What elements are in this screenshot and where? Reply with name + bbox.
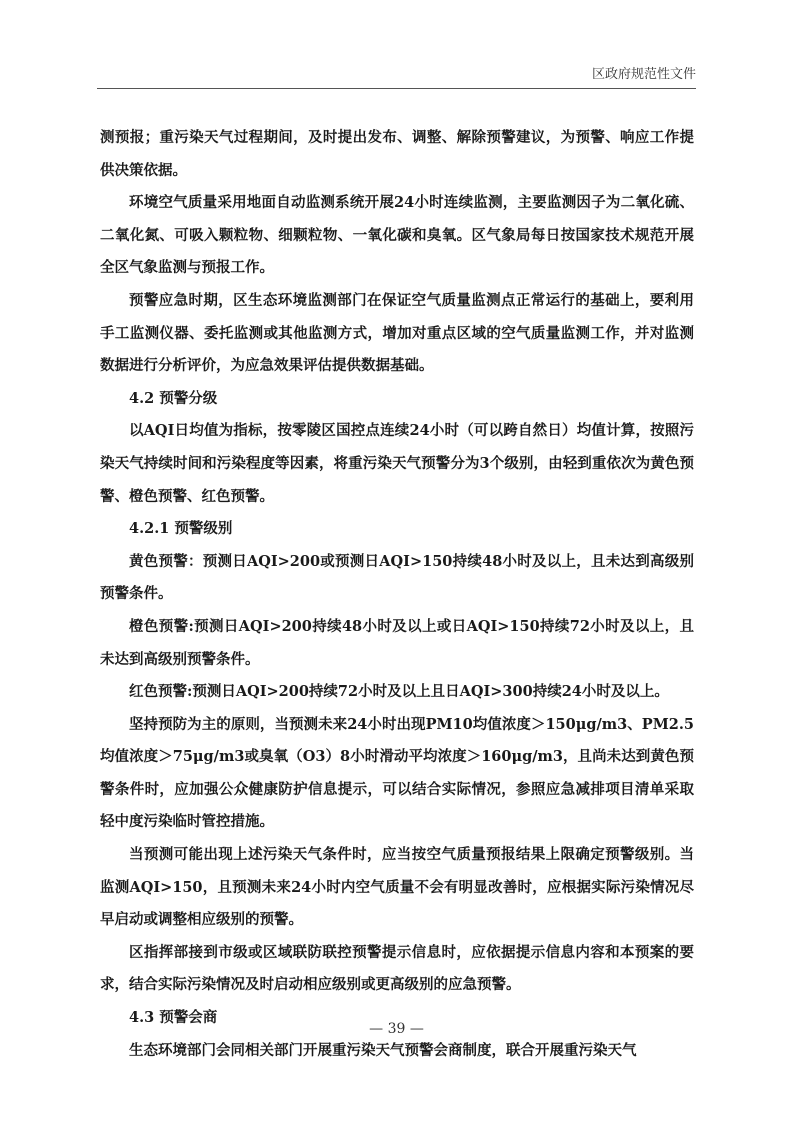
body-paragraph: 测预报；重污染天气过程期间，及时提出发布、调整、解除预警建议，为预警、响应工作提供决策依据。 [100, 129, 694, 179]
body-paragraph: 生态环境部门会同相关部门开展重污染天气预警会商制度，联合开展重污染天气 [129, 1041, 637, 1059]
body-paragraph: 当预测可能出现上述污染天气条件时，应当按空气质量预报结果上限确定预警级别。当监测AQI>150，且预测未来24小时内空气质量不会有明显改善时，应根据实际污染情况尽早启动或调整相应级别的预警。 [100, 846, 694, 929]
body-paragraph: 区指挥部接到市级或区域联防联控预警提示信息时，应依据提示信息内容和本预案的要求，结合实际污染情况及时启动相应级别或更高级别的应急预警。 [100, 943, 694, 994]
header-divider [97, 88, 696, 89]
body-paragraph: 环境空气质量采用地面自动监测系统开展24小时连续监测，主要监测因子为二氧化硫、二氧化氮、可吸入颗粒物、细颗粒物、一氧化碳和臭氧。区气象局每日按国家技术规范开展全区气象监测与预报工作。 [100, 194, 694, 277]
body-paragraph: 坚持预防为主的原则，当预测未来24小时出现PM10均值浓度＞150μg/m3、PM2.5均值浓度＞75μg/m3或臭氧（O3）8小时滑动平均浓度＞160μg/m3，且尚未达到黄色预警条件时，应加强公众健康防护信息提示，可以结合实际情况，参照应急减排项目清单采取轻中度污染临时管控措施。 [100, 715, 694, 831]
document-category-label: 区政府规范性文件 [591, 67, 696, 82]
body-paragraph: 4.3 预警会商 [129, 1009, 218, 1027]
body-paragraph: 4.2 预警分级 [129, 389, 218, 407]
body-paragraph: 橙色预警:预测日AQI>200持续48小时及以上或日AQI>150持续72小时及以上，且未达到高级别预警条件。 [100, 617, 694, 668]
body-paragraph: 以AQI日均值为指标，按零陵区国控点连续24小时（可以跨自然日）均值计算，按照污染天气持续时间和污染程度等因素，将重污染天气预警分为3个级别，由轻到重依次为黄色预警、橙色预警、红色预警。 [100, 422, 694, 505]
body-paragraph: 红色预警:预测日AQI>200持续72小时及以上且日AQI>300持续24小时及以上。 [129, 683, 669, 701]
body-paragraph: 黄色预警：预测日AQI>200或预测日AQI>150持续48小时及以上，且未达到高级别预警条件。 [100, 552, 694, 603]
body-paragraph: 预警应急时期，区生态环境监测部门在保证空气质量监测点正常运行的基础上，要利用手工监测仪器、委托监测或其他监测方式，增加对重点区域的空气质量监测工作，并对监测数据进行分析评价，为应急效果评估提供数据基础。 [100, 291, 694, 375]
page-number: — 39 — [369, 1021, 424, 1037]
document-body [100, 122, 694, 1067]
body-paragraph: 4.2.1 预警级别 [129, 520, 233, 538]
